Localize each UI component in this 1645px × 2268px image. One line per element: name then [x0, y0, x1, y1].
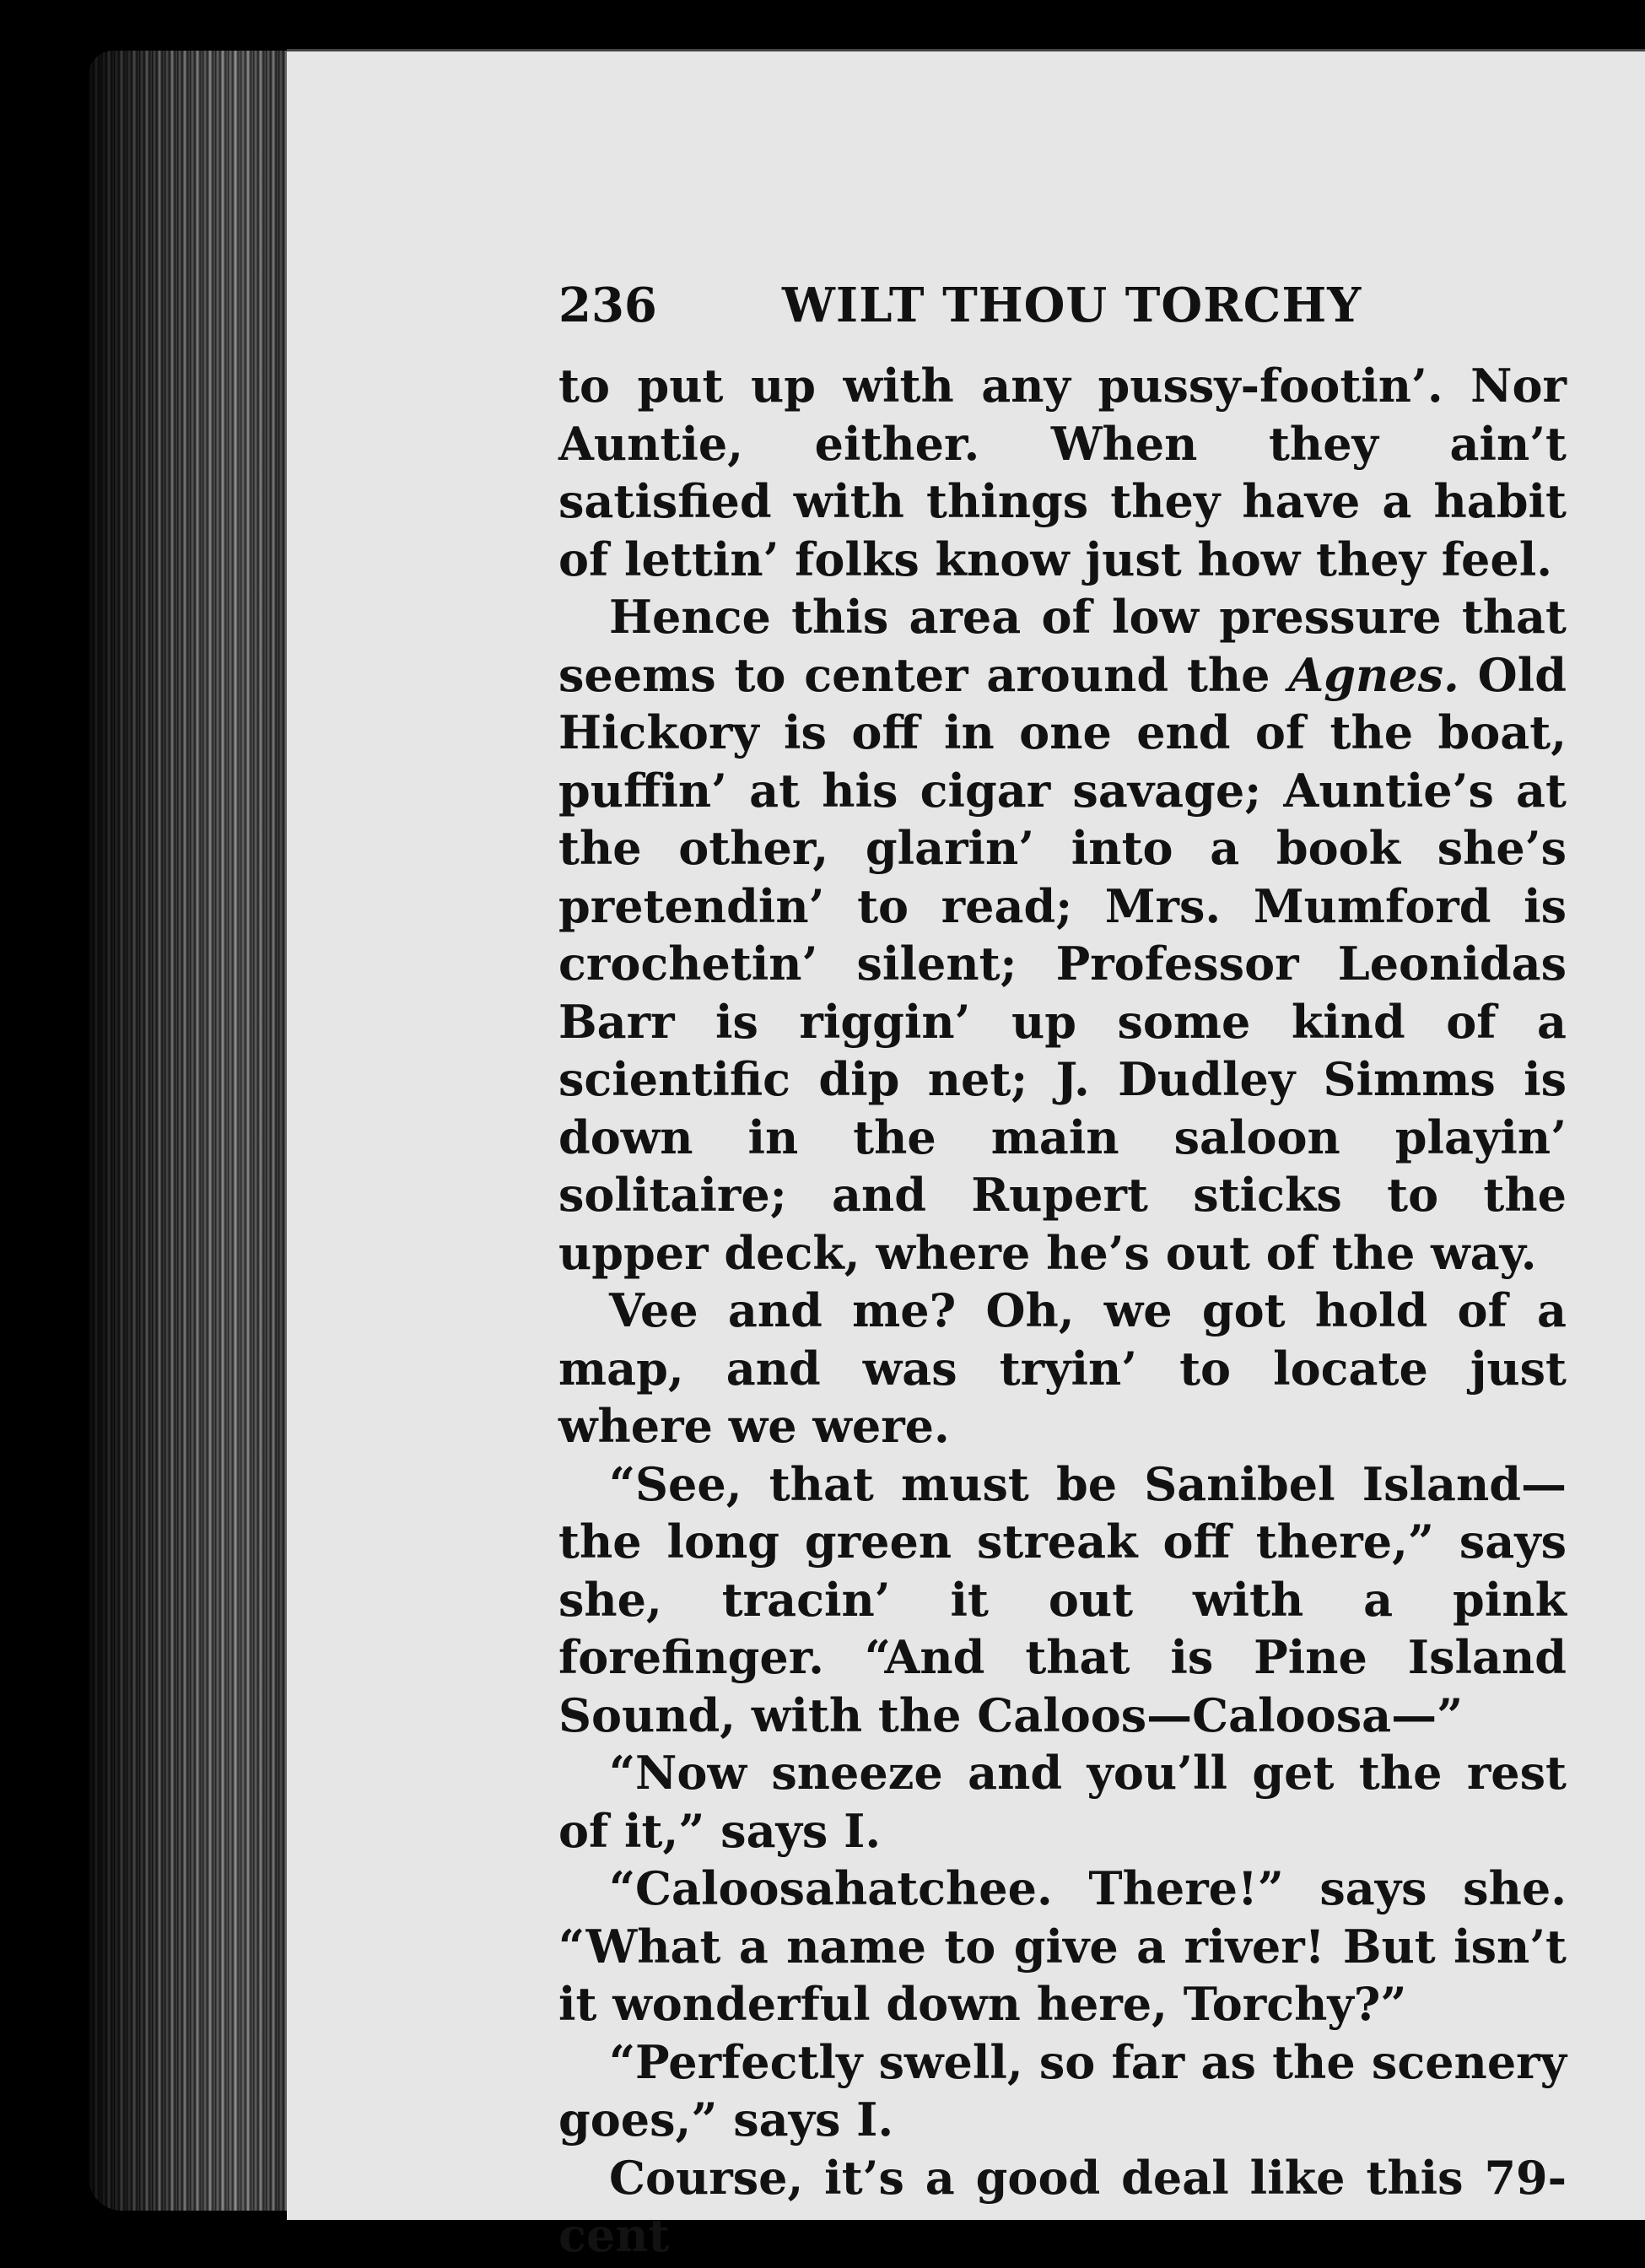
- paragraph: [558, 1744, 1567, 1860]
- italic-text: Agnes.: [1288, 647, 1459, 702]
- paragraph: [558, 1282, 1567, 1455]
- text-run: to put up with any pussy-footin’. Nor Auntie, either. When they ain’t satisfied with things they have a habit of lettin’ folks know just how they feel.: [558, 359, 1567, 586]
- text-run: Course, it’s a good deal like this 79-cent: [558, 2150, 1567, 2262]
- text-run: “Caloosahatchee. There!” says she. “What a name to give a river! But isn’t it wonderful down here, Torchy?”: [558, 1861, 1567, 2031]
- paragraph: [558, 2033, 1567, 2149]
- text-run: “See, that must be Sanibel Island—the long green streak off there,” says she, tracin’ it out with a pink forefinger. “And that is Pine Island Sound, with the Caloos—Caloosa—”: [558, 1456, 1567, 1742]
- running-head: WILT THOU TORCHY: [782, 278, 1362, 333]
- paragraph: [558, 1860, 1567, 2033]
- paragraph: [558, 588, 1567, 1282]
- text-run: “Perfectly swell, so far as the scenery goes,” says I.: [558, 2034, 1567, 2146]
- book-page-edges: [89, 51, 299, 2211]
- text-run: Old Hickory is off in one end of the boat, puffin’ at his cigar savage; Auntie’s at the other, glarin’ into a book she’s pretendin’ to read; Mrs. Mumford is crochetin’ silent; Professor Leonidas Barr is riggin’ up some kind of a scientific dip net; J. Dudley Simms is down in the main saloon playin’ solitaire; and Rupert sticks to the upper deck, where he’s out of the way.: [558, 647, 1567, 1280]
- page-header: [558, 278, 1645, 354]
- paragraph: [558, 357, 1567, 588]
- page-number: 236: [558, 278, 657, 333]
- paragraph: [558, 2149, 1567, 2265]
- text-run: “Now sneeze and you’ll get the rest of it,” says I.: [558, 1746, 1567, 1858]
- text-run: Hence this area of low pressure that seems to center around the: [558, 590, 1567, 702]
- body-text: [558, 357, 1567, 2265]
- paragraph: [558, 1455, 1567, 1745]
- book-page: [287, 49, 1645, 2262]
- text-run: Vee and me? Oh, we got hold of a map, and was tryin’ to locate just where we were.: [558, 1283, 1567, 1453]
